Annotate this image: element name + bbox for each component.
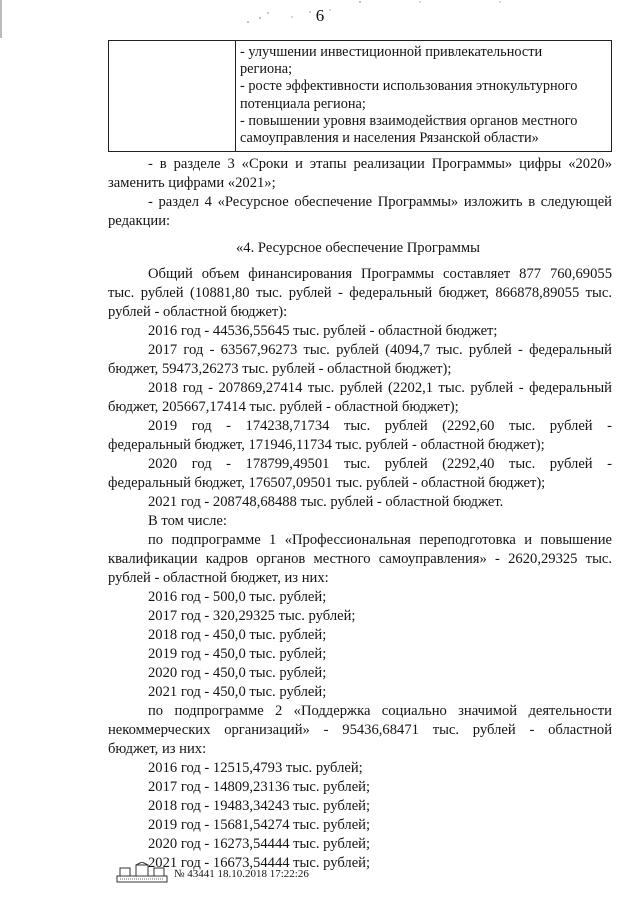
footer bbox=[116, 862, 636, 886]
body-line: 2019 год - 174238,71734 тыс. рублей (2292,60 тыс. рублей - bbox=[148, 418, 612, 434]
body-line: тыс. рублей (10881,80 тыс. рублей - федеральный бюджет, 866878,89055 тыс. bbox=[108, 285, 612, 301]
body-line: 2021 год - 208748,68488 тыс. рублей - областной бюджет. bbox=[148, 494, 504, 510]
table-line: - росте эффективности использования этнокультурного bbox=[240, 78, 578, 95]
body-line: бюджет, 205667,17414 тыс. рублей - областной бюджет); bbox=[108, 399, 459, 415]
body-line: - раздел 4 «Ресурсное обеспечение Программы» изложить в следующей bbox=[148, 194, 612, 210]
body-line: 2021 год - 450,0 тыс. рублей; bbox=[148, 684, 327, 700]
page-number: 6 bbox=[315, 6, 325, 25]
body-line: 2020 год - 450,0 тыс. рублей; bbox=[148, 665, 327, 681]
body-line: 2016 год - 44536,55645 тыс. рублей - областной бюджет; bbox=[148, 323, 498, 339]
body-line: 2018 год - 19483,34243 тыс. рублей; bbox=[148, 798, 371, 814]
body-line: 2019 год - 15681,54274 тыс. рублей; bbox=[148, 817, 371, 833]
table-line: потенциала региона; bbox=[240, 95, 366, 112]
table-line: региона; bbox=[240, 61, 293, 78]
body-line: 2019 год - 450,0 тыс. рублей; bbox=[148, 646, 327, 662]
body-line: по подпрограмме 1 «Профессиональная переподготовка и повышение bbox=[148, 532, 612, 548]
body-line: по подпрограмме 2 «Поддержка социально значимой деятельности bbox=[148, 703, 612, 719]
body-line: 2017 год - 63567,96273 тыс. рублей (4094,7 тыс. рублей - федеральный bbox=[148, 342, 612, 358]
table-line: самоуправления и населения Рязанской области» bbox=[240, 130, 539, 147]
body-line: рублей - областной бюджет): bbox=[108, 304, 288, 320]
table-line: - улучшении инвестиционной привлекательности bbox=[240, 44, 543, 60]
table-line: - повышении уровня взаимодействия органов местного bbox=[240, 112, 578, 129]
section-heading: «4. Ресурсное обеспечение Программы bbox=[236, 240, 480, 256]
body-line: 2021 год - 16673,54444 тыс. рублей; bbox=[148, 855, 371, 871]
table-text-cell bbox=[236, 41, 612, 152]
body-line: 2018 год - 450,0 тыс. рублей; bbox=[148, 627, 327, 643]
body-line: 2020 год - 16273,54444 тыс. рублей; bbox=[148, 836, 371, 852]
table-empty-cell bbox=[109, 41, 236, 152]
body-line: заменить цифрами «2021»; bbox=[108, 175, 276, 191]
body-line: бюджет, 59473,26273 тыс. рублей - областной бюджет); bbox=[108, 361, 452, 377]
body-line: 2017 год - 320,29325 тыс. рублей; bbox=[148, 608, 356, 624]
body-line: Общий объем финансирования Программы составляет 877 760,69055 bbox=[148, 266, 612, 282]
body-line: бюджет, из них: bbox=[108, 741, 207, 757]
body-line: редакции: bbox=[108, 213, 171, 229]
body-line: В том числе: bbox=[148, 513, 227, 529]
body-line: - в разделе 3 «Сроки и этапы реализации Программы» цифры «2020» bbox=[148, 156, 612, 172]
document-registration-id: № 43441 18.10.2018 17:22:26 bbox=[174, 868, 309, 880]
goals-table bbox=[108, 40, 612, 152]
body-line: 2017 год - 14809,23136 тыс. рублей; bbox=[148, 779, 371, 795]
body-line: федеральный бюджет, 171946,11734 тыс. рублей - областной бюджет); bbox=[108, 437, 545, 453]
registry-stamp-icon bbox=[116, 862, 168, 884]
body-line: 2018 год - 207869,27414 тыс. рублей (2202,1 тыс. рублей - федеральный bbox=[148, 380, 612, 396]
body-line: квалификации кадров органов местного самоуправления» - 2620,29325 тыс. bbox=[108, 551, 612, 567]
body-line: 2016 год - 12515,4793 тыс. рублей; bbox=[148, 760, 363, 776]
body-line: федеральный бюджет, 176507,09501 тыс. рублей - областной бюджет); bbox=[108, 475, 546, 491]
body-line: некоммерческих организаций» - 95436,68471 тыс. рублей - областной bbox=[108, 722, 612, 738]
body-line: 2016 год - 500,0 тыс. рублей; bbox=[148, 589, 327, 605]
body-line: 2020 год - 178799,49501 тыс. рублей (2292,40 тыс. рублей - bbox=[148, 456, 612, 472]
body-line: рублей - областной бюджет, из них: bbox=[108, 570, 329, 586]
